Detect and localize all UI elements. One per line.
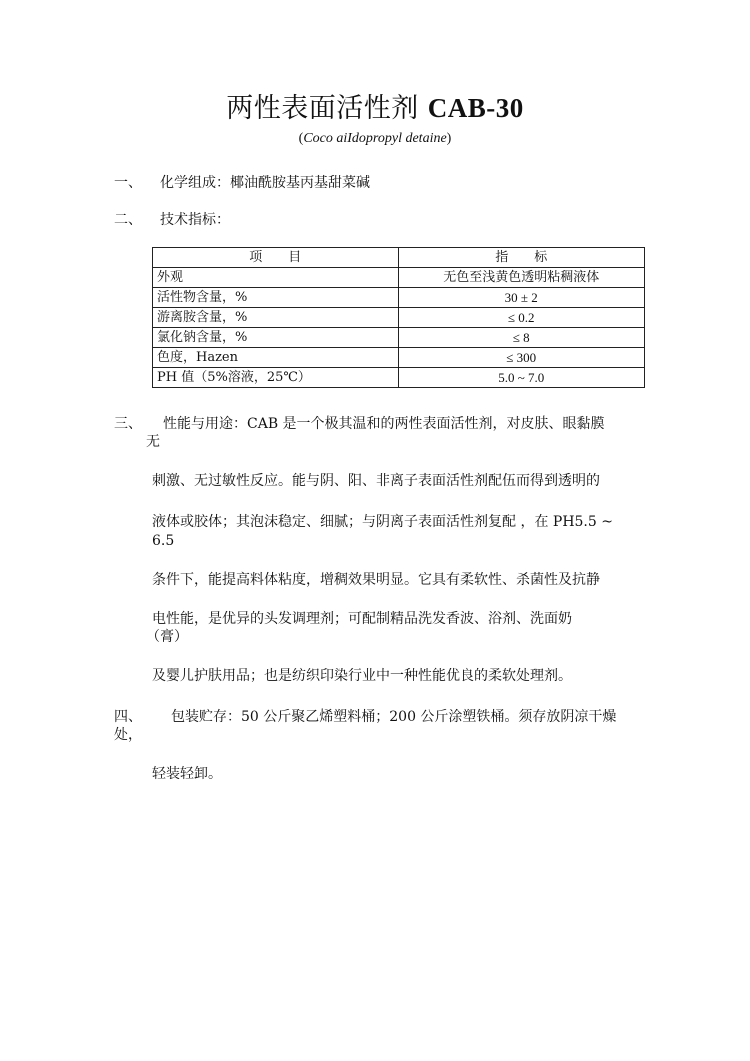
section-3-line: 及婴儿护肤用品；也是纺织印染行业中一种性能优良的柔软处理剂。: [152, 668, 572, 684]
subtitle-close-paren: ): [446, 131, 452, 146]
subtitle-chemical-name: Coco aiIdopropyl detaine: [303, 131, 447, 146]
section-4-line: 处，: [114, 727, 142, 743]
table-cell-item: 游离胺含量，%: [153, 308, 399, 328]
section-3-line: 6.5: [152, 533, 175, 549]
table-row: [153, 368, 645, 388]
section-4-number: 四、: [114, 709, 142, 725]
table-row: [153, 328, 645, 348]
subtitle-open-paren: (: [298, 131, 304, 146]
table-cell-value: ≤ 0.2: [398, 308, 645, 328]
table-cell-item: 色度，Hazen: [153, 348, 399, 368]
table-header-row: [153, 248, 645, 268]
table-header-item: 项 目: [153, 248, 399, 268]
section-3-line: 条件下，能提高料体粘度，增稠效果明显。它具有柔软性、杀菌性及抗静: [152, 572, 600, 588]
title-chinese: 两性表面活性剂: [226, 93, 428, 124]
spec-table: [152, 247, 645, 388]
section-3-line: 无: [146, 434, 160, 450]
section-1-number: 一、: [114, 175, 142, 191]
table-cell-item: 外观: [153, 268, 399, 288]
table-cell-value: ≤ 300: [398, 348, 645, 368]
section-3-number: 三、: [114, 416, 142, 432]
section-4-line: 包装贮存：50 公斤聚乙烯塑料桶；200 公斤涂塑铁桶。须存放阴凉干燥: [171, 709, 617, 725]
table-row: [153, 348, 645, 368]
title-product-code: CAB-30: [427, 93, 524, 123]
table-cell-item: 活性物含量，%: [153, 288, 399, 308]
table-header-value: 指 标: [398, 248, 645, 268]
section-3-line: 液体或胶体；其泡沫稳定、细腻；与阴离子表面活性剂复配 ，在 PH5.5 ~: [152, 514, 613, 530]
table-cell-item: PH 值（5%溶液，25℃）: [153, 368, 399, 388]
table-cell-value: 无色至浅黄色透明粘稠液体: [398, 268, 645, 288]
table-cell-item: 氯化钠含量，%: [153, 328, 399, 348]
table-cell-value: 30 ± 2: [398, 288, 645, 308]
section-3-line: 性能与用途：CAB 是一个极其温和的两性表面活性剂，对皮肤、眼黏膜: [163, 416, 605, 432]
section-3-line: 刺激、无过敏性反应。能与阴、阳、非离子表面活性剂配伍而得到透明的: [152, 473, 600, 489]
table-cell-value: ≤ 8: [398, 328, 645, 348]
section-3-line: （膏）: [146, 629, 188, 645]
table-row: [153, 308, 645, 328]
section-1-text: 化学组成：椰油酰胺基丙基甜菜碱: [160, 175, 370, 191]
table-row: [153, 288, 645, 308]
page-subtitle: [0, 130, 750, 148]
page-title: [0, 92, 750, 125]
section-2-text: 技术指标：: [160, 212, 230, 228]
table-cell-value: 5.0 ~ 7.0: [398, 368, 645, 388]
table-row: [153, 268, 645, 288]
section-4-line: 轻装轻卸。: [152, 766, 222, 782]
section-2-number: 二、: [114, 212, 142, 228]
section-3-line: 电性能，是优异的头发调理剂；可配制精品洗发香波、浴剂、洗面奶: [152, 611, 572, 627]
